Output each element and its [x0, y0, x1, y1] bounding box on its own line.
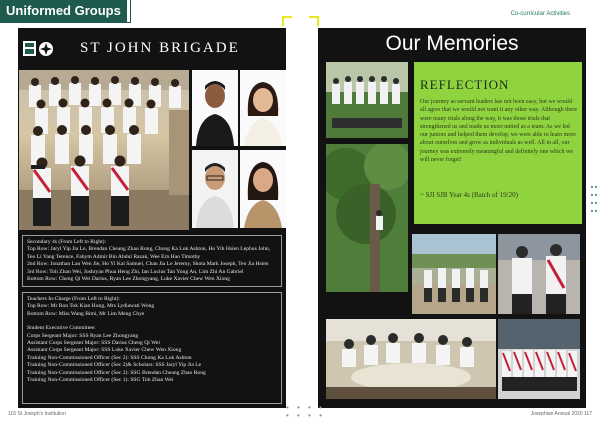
corner-bracket-left	[282, 16, 292, 26]
exco-line: Training Non-Commissioned Officer (Sec 2)& Scholars: SSS Jaryl Yip Jia Le	[27, 362, 202, 369]
caption-bottom-row: Bottom Row: Cheng Qi Wei Darius, Ryan Lee Zhongyang, Luke Xavier Chew Wen Xiong	[27, 276, 230, 283]
reflection-signature: ~ SJI SJB Year 4s (Batch of 19/20)	[420, 191, 518, 199]
exco-line: Training Non-Commissioned Officer (Sec 2): SSG Brendan Cheang Zhao Rong	[27, 369, 206, 376]
reflection-body: Our journey as servant leaders has not been easy, but we would all agree that we would not want it any other way. Although there were many trials along the way, it was those trials that strengthened us and made us more united as a team. As we led our juniors and helped them develop, we were able to learn more about ourselves and grow as individuals as well. All in all, our journey was extremely meaningful and definitely one which we will never forget!	[420, 99, 578, 164]
memories-title: Our Memories	[385, 32, 519, 55]
exco-line: Training Non-Commissioned Officer (Sec 2): SSS Chong Ka Lok Ashton	[27, 354, 192, 361]
group-photo	[19, 70, 189, 230]
caption-heading: Secondary 4s (From Left to Right):	[27, 239, 107, 245]
memory-photo-dinner	[326, 319, 496, 399]
teacher-photo-1	[192, 70, 238, 146]
caption-teachers-exco	[22, 292, 282, 404]
teacher-photo-2	[240, 70, 286, 146]
exco-line: Training Non-Commissioned Officer (Sec 1): SSG Toh Zhan Wei	[27, 377, 174, 384]
caption-top-row: Top Row: Jaryl Yip Jia Le, Brendan Cheang Zhao Rong, Chong Ka Lok Ashton, Ho Yih Hsien Lephus John, Teo Li Yang Terence, Fahym Admir Bin Abdul Razak, Wee Ern Hao Timothy	[27, 246, 271, 260]
corner-bracket-right	[309, 16, 319, 26]
exco-line: Assistant Corps Sergeant Major: SSS Darius Cheng Qi Wei	[27, 340, 160, 347]
dots-row: • • • •	[286, 403, 325, 412]
dots-decoration-side	[590, 184, 598, 216]
brigade-logos	[22, 38, 54, 60]
teacher-photo-3	[192, 150, 238, 228]
reflection-heading: REFLECTION	[420, 77, 510, 92]
teacher-photo-4	[240, 150, 286, 228]
teachers-bottom-row: Bottom Row: Miss Wang Bimi, Mr Lim Meng Chye	[27, 310, 145, 317]
footer-left-text: St Joseph's Institution	[17, 411, 66, 417]
memory-photo-lineup	[498, 319, 580, 399]
category-label: Co-curricular Activities	[510, 11, 570, 17]
memory-photo-two-cadets	[498, 234, 580, 314]
page-number-left: 116	[8, 411, 16, 417]
footer-right-text: Josephian Annual 2020	[530, 411, 583, 417]
exco-heading: Student Executive Committee:	[27, 325, 96, 332]
memory-photo-outdoor-group	[412, 234, 496, 314]
page-number-right: 117	[584, 411, 592, 417]
exco-line: Corps Sergeant Major: SSS Ryan Lee Zhongyang	[27, 332, 139, 339]
dots-row: • • • •	[286, 411, 325, 420]
teachers-heading: Teachers In-Charge (From Left to Right):	[27, 296, 120, 302]
section-tab: Uniformed Groups	[0, 0, 130, 22]
memory-photo-group-parade	[326, 62, 408, 138]
memory-photo-tree-climb	[326, 144, 408, 292]
caption-secondary-4s	[22, 235, 282, 287]
caption-third-row: 3rd Row: Toh Zhan Wei, Joshryan Phua Heng Zhi, Ian Lucius Tan Yong An, Lim Zhi An Gabriel	[27, 268, 244, 275]
teachers-top-row: Top Row: Mr Ron Tok Kian Hong, Mrs Lydiawati Wong	[27, 303, 155, 310]
brigade-title: ST JOHN BRIGADE	[80, 40, 240, 56]
footer-right	[531, 411, 592, 417]
exco-line: Assistant Corps Sergeant Major: SSS Luke Xavier Chew Wen Xiong	[27, 347, 182, 354]
footer-left	[8, 411, 66, 417]
dots-decoration-bottom	[286, 404, 325, 420]
caption-second-row: 2nd Row: Jonathan Lau Wen Jie, Ho Yi Kai Samuel, Chan Jia Le Jeremy, Shota Mark Joseph, Teo Jia Hsien	[27, 261, 269, 268]
